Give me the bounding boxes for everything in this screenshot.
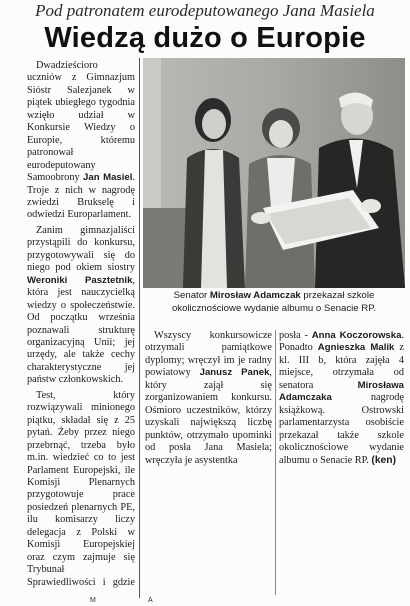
paragraph: Wszyscy konkursowicze otrzymali pamiątkowe dyplomy; wręczył im je radny powiatowy Janusz Panek, który zajął się zorganizowaniem konkursu. Ośmioro uczestników, którzy uzyskali największą liczbę punktów, otrzymało upominki od posła Jana Masiela; wręczyła je asystentka [145, 330, 272, 466]
article-column-2 [145, 330, 272, 592]
photo-image [143, 58, 405, 288]
page-footer [0, 596, 410, 606]
article-headline: Wiedzą dużo o Europie [44, 22, 366, 54]
author-signature: (ken) [371, 454, 396, 466]
footer-letter: A [148, 597, 159, 604]
column-divider [139, 58, 140, 598]
column-divider [275, 330, 276, 595]
photo-caption: Senator Mirosław Adamczak przekazał szkole okolicznościowe wydanie albumu o Senacie RP. [171, 290, 377, 314]
article-column-1 [27, 60, 135, 590]
paragraph: Zanim gimnazjaliści przystąpili do konkursu, przygotowywali się do niego pod okiem siostry Weroniki Pasztetnik, która jest nauczycielką wiedzy o społeczeństwie. Od początku września poznawali strukturę organizacyjną Unii; jej urzędy, ale także cechy charakterystyczne jej państw członkowskich. [27, 224, 135, 386]
article-kicker: Pod patronatem eurodeputowanego Jana Masiela [35, 1, 375, 20]
article-column-3 [279, 330, 404, 592]
footer-letter: M [90, 597, 102, 604]
paragraph: posła - Anna Koczorowska. Ponadto Agnieszka Malik z kl. III b, która zajęła 4 miejsce, otrzymała od senatora Mirosława Adamczaka nagrodę książkową. Ostrowski parlamentarzysta osobiście przekazał także szkole okolicznościowe wydanie albumu o Senacie RP. (ken) [279, 330, 404, 466]
paragraph: Dwadzieściorо uczniów z Gimnazjum Sióstr Salezjanek w piątek ubiegłego tygodnia wzięło udział w Konkursie Wiedzy o Europie, któremu patronował eurodeputowany Samoobrony Jan Masiel. Troje z nich w nagrodę zwiedzi Brukselę i odwiedzi Europarlament. [27, 60, 135, 221]
paragraph: Test, który rozwiązywali minionego piątku, składał się z 25 pytań. Żeby przez niego przebrnąć, trzeba było m.in. wiedzieć co to jest Parlament Europejski, ile Komisji Plenarnych przygotowuje prace posiedzeń plenarnych PE, ilu komisarzy liczy delegacja z Polski w Komisji Europejskiej oraz czym zajmuje się Trybunał Sprawiedliwości i gdzie [27, 389, 135, 588]
article-photo [143, 58, 405, 288]
